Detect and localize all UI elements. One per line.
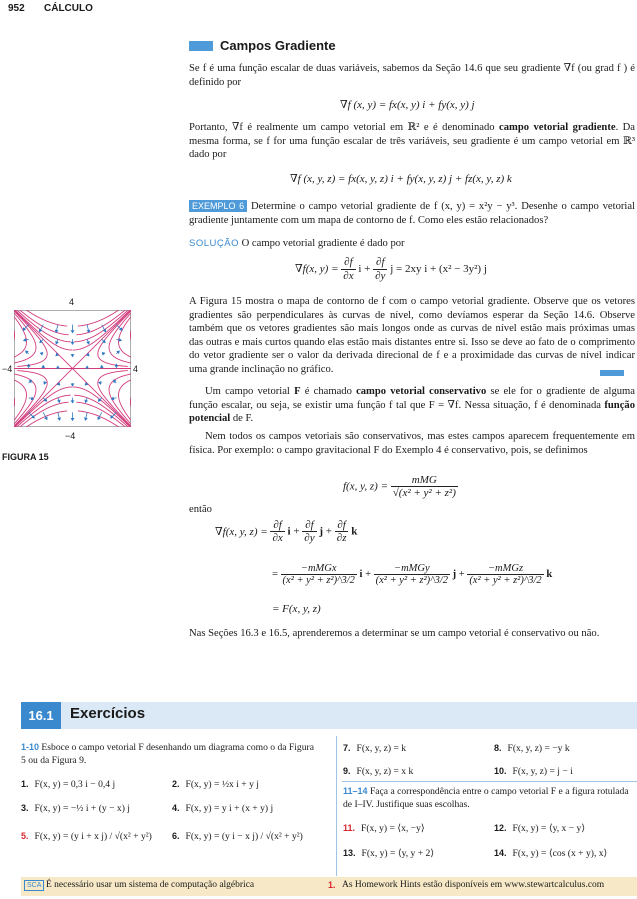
tick-top: 4 <box>69 297 75 307</box>
cas-icon: SCA <box>24 880 44 891</box>
contour-curve <box>14 310 67 407</box>
exercise-item: 2. F(x, y) = ½x i + y j <box>172 779 259 790</box>
tick-left: −4 <box>2 364 13 374</box>
exercise-item: 3. F(x, y) = −½ i + (y − x) j <box>21 803 130 814</box>
gradient-arrowhead <box>56 342 58 344</box>
gradient-arrowhead <box>98 417 100 419</box>
gradient-arrowhead <box>101 366 103 368</box>
gradient-result: = F(x, y, z) <box>272 603 321 615</box>
end-marker <box>600 370 624 376</box>
conservative-definition: Um campo vetorial F é chamado campo vetorial conservativo se ele for o gradiente de alguma função escalar, ou seja, se existir uma função f tal que F = ∇f. Nessa situação, f é denominada função potencial de F. <box>189 386 635 425</box>
contour-curve <box>14 330 67 427</box>
exercise-item: 4. F(x, y) = y i + (x + y) j <box>172 803 274 814</box>
example-tag: EXEMPLO 6 <box>189 200 247 212</box>
gradient-arrowhead <box>102 352 104 354</box>
gradient-arrowhead <box>87 330 89 332</box>
gradient-arrowhead <box>31 397 33 399</box>
exercise-item: 9. F(x, y, z) = x k <box>343 766 414 777</box>
gradient-arrowhead <box>42 366 44 368</box>
gradient-arrowhead <box>57 366 59 368</box>
gradient-arrowhead <box>99 382 101 384</box>
gradient-arrowhead <box>85 400 87 402</box>
solution-line: SOLUÇÃO O campo vetorial gradiente é dado por <box>189 238 405 249</box>
gradient-arrowhead <box>71 384 73 386</box>
gradient-arrowhead <box>85 418 87 420</box>
gradient-arrowhead <box>40 352 42 354</box>
gradient-arrowhead <box>71 401 73 403</box>
gradient-arrowhead <box>71 331 73 333</box>
solution-label: SOLUÇÃO <box>189 238 239 249</box>
column-rule <box>342 781 637 782</box>
gradient-arrowhead <box>27 364 29 366</box>
exercise-item: 11. F(x, y) = ⟨x, −y⟩ <box>343 823 425 834</box>
gradient-gravity-equation: = $\frac{\text{−mMGx}}{\text{(x² + y² + z²)\textasciicircum{}3/2}}$ i + $\frac{\text{−mMGy}}{\text{(x² + y² + z²)\textasciicircum{}3/2}}$ j + $\frac{\text{−mMGz}}{\text{(x² + y² + z²)\textasciicircum{}3/2}}$ k <box>272 563 553 586</box>
tick-bottom: −4 <box>65 431 76 441</box>
gradient-arrowhead <box>87 342 89 344</box>
column-divider <box>336 736 337 876</box>
exercise-item: 8. F(x, y, z) = −y k <box>494 743 570 754</box>
exercises-number: 16.1 <box>21 702 61 729</box>
intro-paragraph: Se f é uma função escalar de duas variáveis, sabemos da Seção 14.6 que seu gradiente ∇f (ou grad f ) é definido por <box>189 63 635 88</box>
gradient-3d-partials: ∇f(x, y, z) = $\frac{\partial f}{\partial x}$ i + $\frac{\partial f}{\partial y}$ j + $\frac{\partial f}{\partial z}$ k <box>215 519 358 544</box>
contour-curve <box>78 330 131 427</box>
exercise-item: 14. F(x, y) = ⟨cos (x + y), x⟩ <box>494 848 608 859</box>
instructions-11-14: 11–14 Faça a correspondência entre o campo vetorial F e a figura rotulada de I–IV. Justifique suas escolhas. <box>343 786 629 810</box>
gradient-arrowhead <box>58 418 60 420</box>
gradient-arrowhead <box>111 397 113 399</box>
gradient-arrowhead <box>24 339 26 341</box>
page-number: 952 <box>8 3 25 14</box>
gradient-equation-2d: ∇f (x, y) = fx(x, y) i + fy(x, y) j <box>340 99 475 111</box>
section-title: Campos Gradiente <box>220 38 336 53</box>
tick-right: 4 <box>133 364 139 374</box>
gradient-arrowhead <box>71 342 73 344</box>
exercise-item: 13. F(x, y) = ⟨y, y + 2⟩ <box>343 848 435 859</box>
cas-note: É necessário usar um sistema de computação algébrica <box>46 880 255 890</box>
gradient-arrowhead <box>45 417 47 419</box>
figure-label: FIGURA 15 <box>2 452 49 462</box>
contour-curve <box>14 311 72 427</box>
exercise-item: 12. F(x, y) = ⟨y, x − y⟩ <box>494 823 586 834</box>
hint-number: 1. <box>328 880 336 890</box>
gradient-arrowhead <box>119 339 121 341</box>
gradient-arrowhead <box>71 418 73 420</box>
gradient-arrowhead <box>86 366 88 368</box>
example-6: EXEMPLO 6 Determine o campo vetorial gradiente de f (x, y) = x²y − y³. Desenhe o campo vetorial gradiente juntamente com um mapa de contorno de f. Como eles estão relacionados? <box>189 201 635 226</box>
exercise-item: 7. F(x, y, z) = k <box>343 743 407 754</box>
contour-curve <box>73 311 131 427</box>
exercise-item: 5. F(x, y) = (y i + x j) / √(x² + y²) <box>21 831 152 842</box>
running-title: CÁLCULO <box>44 3 93 14</box>
gradient-paragraph: Portanto, ∇f é realmente um campo vetorial em ℝ² e é denominado campo vetorial gradiente. Da mesma forma, se f for uma função escalar de três variáveis, seu gradiente é um campo vetorial em ℝ³ dado por <box>189 122 635 161</box>
gradient-arrowhead <box>55 330 57 332</box>
exercise-item: 1. F(x, y) = 0,3 i − 0,4 j <box>21 779 116 790</box>
gradient-equation-3d: ∇f (x, y, z) = fx(x, y, z) i + fy(x, y, z) j + fz(x, y, z) k <box>290 173 512 185</box>
gradient-arrowhead <box>58 400 60 402</box>
exercise-item: 10. F(x, y, z) = j − i <box>494 766 573 777</box>
sections-note: Nas Seções 16.3 e 16.5, aprenderemos a determinar se um campo vetorial é conservativo ou não. <box>189 628 600 639</box>
instructions-1-10: 1-10 Esboce o campo vetorial F desenhando um diagrama como o da Figura 5 ou da Figura 9. <box>21 742 314 766</box>
figure-discussion: A Figura 15 mostra o mapa de contorno de f com o campo vetorial gradiente. Observe que os vetores gradientes são perpendiculares às curvas de nível, como devíamos esperar da Seção 14.6. Observe também que os vetores gradientes são mais longos onde as curvas de nível estão mais próximas umas das outras e mais curtos quando elas estão mais distantes entre si. Isso se deve ao fato de o comprimento do vetor gradiente ser o valor da derivada direcional de f e a proximidade das curvas de nível indicar uma grande inclinação no gráfico. <box>189 296 635 375</box>
entao-text: então <box>189 504 212 515</box>
contour-gradient-plot <box>14 310 131 427</box>
exercise-item: 6. F(x, y) = (y i − x j) / √(x² + y²) <box>172 831 303 842</box>
gradient-arrowhead <box>71 355 73 357</box>
exercises-title: Exercícios <box>70 705 146 722</box>
hint-note: As Homework Hints estão disponíveis em www.stewartcalculus.com <box>342 880 605 890</box>
potential-equation: f(x, y, z) = $\frac{\text{mMG}}{\text{√(x² + y² + z²)}}$ <box>343 474 456 499</box>
gradient-arrowhead <box>44 382 46 384</box>
gravity-paragraph: Nem todos os campos vetoriais são conservativos, mas estes campos aparecem frequentemente em física. Por exemplo: o campo gravitacional F do Exemplo 4 é conservativo, pois, se definimos <box>189 431 635 456</box>
gradient-arrowhead <box>115 364 117 366</box>
section-bar <box>189 41 213 51</box>
contour-curve <box>78 310 131 407</box>
gradient-example-equation: ∇f(x, y) = $\frac{\partial f}{\partial x}$ i + $\frac{\partial f}{\partial y}$ j = 2xy i + (x² − 3y²) j <box>295 256 487 282</box>
